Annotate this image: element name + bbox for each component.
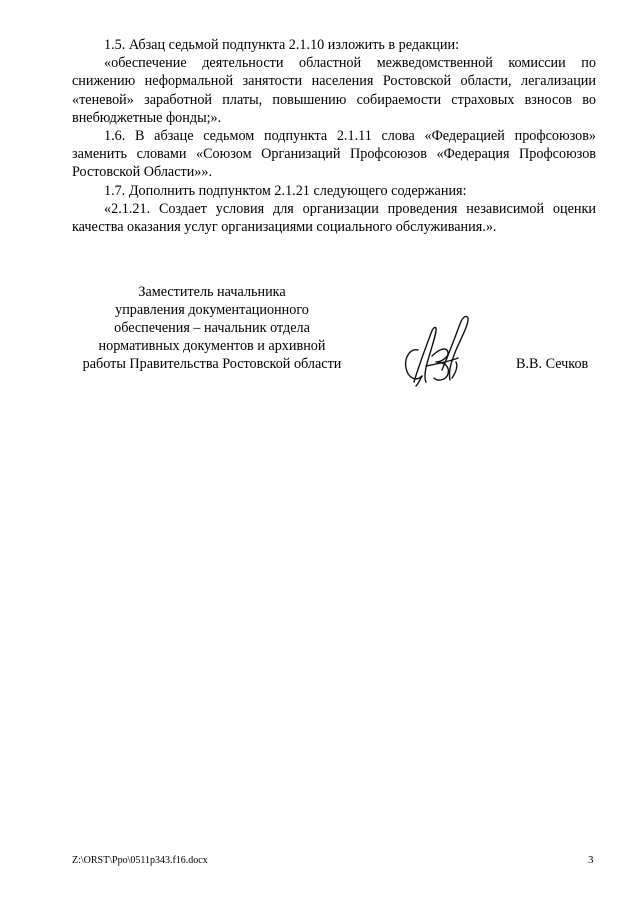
signatory-position [72, 283, 352, 373]
paragraph-quote-2-1-10: «обеспечение деятельности областной межведомственной комиссии по снижению неформальной занятости населения Ростовской области, легализации «теневой» заработной платы, повышению собираемости страховых взносов во внебюджетные фонды;». [72, 55, 596, 126]
position-line: работы Правительства Ростовской области [82, 356, 342, 372]
paragraph-1-6: 1.6. В абзаце седьмом подпункта 2.1.11 слова «Федерацией профсоюзов» заменить словами «Союзом Организаций Профсоюзов «Федерация Профсоюзов Ростовской Области»». [72, 128, 596, 181]
page-number: 3 [588, 854, 594, 866]
position-line: управления документационного [115, 302, 309, 318]
paragraph-quote-2-1-21: «2.1.21. Создает условия для организации проведения независимой оценки качества оказания услуг организациями социального обслуживания.». [72, 200, 596, 236]
signer-name: В.В. Сечков [516, 356, 589, 372]
document-body [72, 36, 596, 236]
handwritten-signature [396, 306, 476, 390]
position-line: нормативных документов и архивной [98, 338, 326, 354]
footer-file-path: Z:\ORST\Ppo\0511p343.f16.docx [72, 855, 208, 866]
paragraph-1-7: 1.7. Дополнить подпунктом 2.1.21 следующего содержания: [104, 182, 467, 199]
position-line: Заместитель начальника [138, 284, 286, 300]
paragraph-1-5: 1.5. Абзац седьмой подпункта 2.1.10 изложить в редакции: [104, 37, 460, 53]
position-line: обеспечения – начальник отдела [114, 320, 310, 336]
